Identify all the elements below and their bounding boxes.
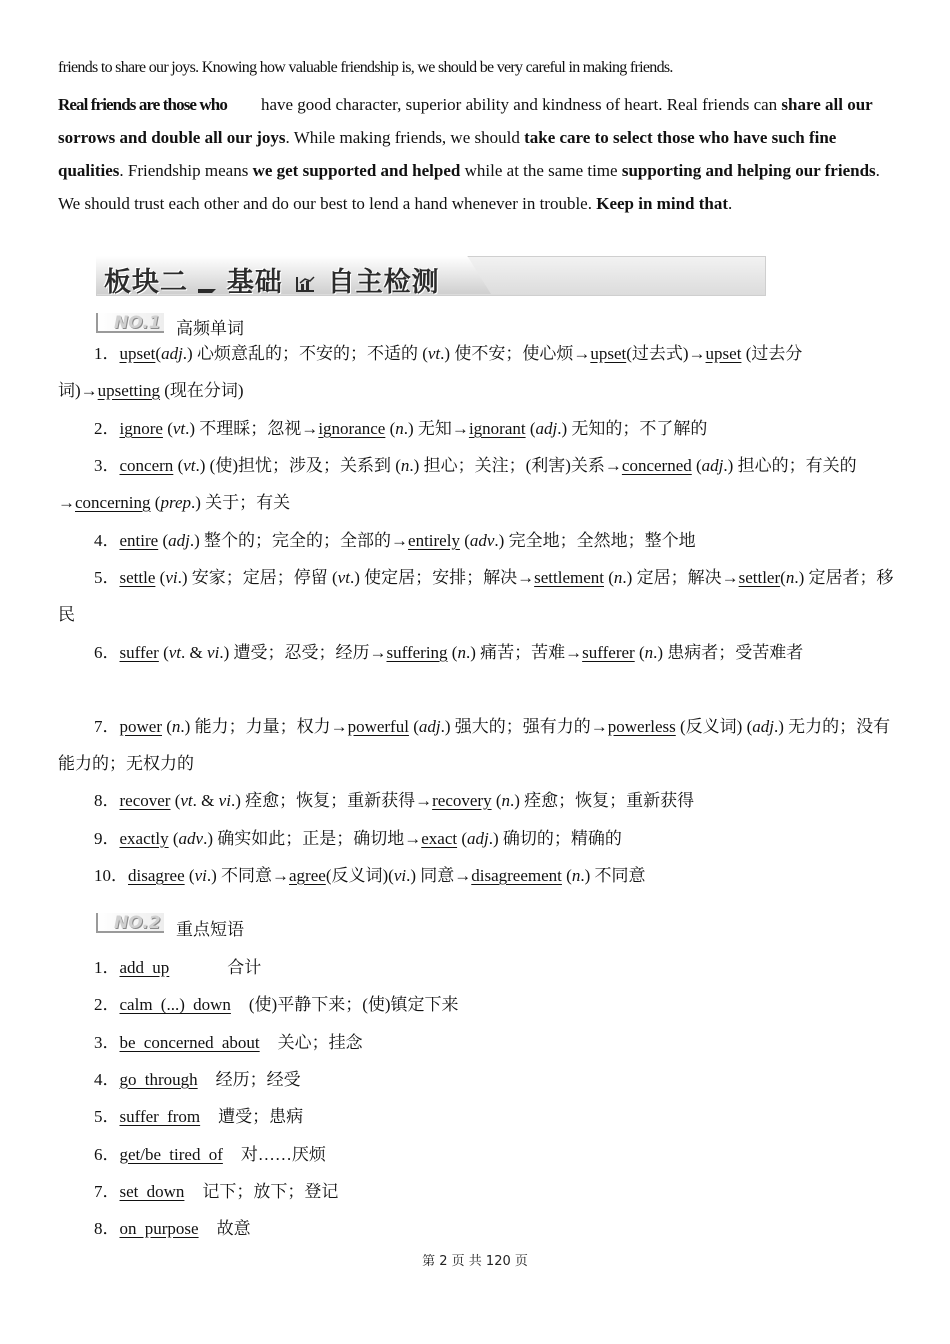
part-of-speech: adj — [535, 419, 558, 438]
vocab-answer: suffering — [386, 643, 448, 662]
part-of-speech: vi — [194, 866, 207, 885]
vocab-text: ( — [457, 829, 468, 848]
part-of-speech: adj — [161, 344, 183, 363]
vocab-text: (过去分词)→ — [58, 344, 803, 400]
page-footer: 第 2 页 共 120 页 — [422, 1254, 528, 1269]
no1-tag: NO.1 — [96, 313, 164, 333]
vocab-answer: upsetting — [97, 381, 161, 400]
vocab-item — [58, 708, 894, 782]
vocab-answer: settlement — [534, 568, 604, 587]
vocab-text: .) 无知的；不了解的 — [557, 419, 708, 438]
intro-text-a: have good character, superior ability and kindness of heart. Real friends can — [260, 95, 778, 114]
phrase-answer: be concerned about — [119, 1032, 260, 1052]
part-of-speech: vi — [207, 643, 220, 662]
vocab-text: .) 痊愈；恢复；重新获得 — [510, 791, 695, 810]
phrase-meaning: 关心；挂念 — [277, 1032, 363, 1052]
part-of-speech: vt — [337, 568, 350, 587]
phrase-item — [94, 1177, 338, 1202]
phrase-number: 2． — [94, 995, 120, 1015]
part-of-speech: prep — [160, 493, 191, 512]
phrase-answer: on purpose — [119, 1219, 199, 1239]
part-of-speech: adj — [701, 456, 724, 475]
vocab-text: .) 能力；力量；权力→ — [180, 717, 348, 736]
vocab-text: .) 痊愈；恢复；重新获得→ — [230, 791, 433, 810]
intro-text-i: . We should trust each other and do our best to lend a hand whenever in trouble. — [58, 161, 880, 213]
part-of-speech: n — [571, 866, 581, 885]
phrase-item — [94, 1140, 326, 1165]
phrase-item — [94, 953, 261, 978]
intro-bold-b: share all our sorrows and double all our joys — [58, 95, 873, 147]
intro-text-c: . While making friends, we should — [285, 128, 525, 147]
vocab-answer: sufferer — [582, 643, 635, 662]
vocab-text: .) 使定居；安排；解决→ — [349, 568, 535, 587]
vocab-text: ( — [162, 419, 173, 438]
vocab-text: ( — [173, 456, 184, 475]
phrase-meaning: 对……厌烦 — [240, 1144, 326, 1164]
vocab-text: .) 同意→ — [406, 866, 472, 885]
vocab-text: ( — [459, 531, 470, 550]
vocab-text: .) 遭受；忍受；经历→ — [219, 643, 387, 662]
vocab-text: .) 定居；解决→ — [622, 568, 739, 587]
vocab-text: .) 不同意 — [580, 866, 646, 885]
intro-bold-h: supporting and helping our friends — [621, 161, 876, 180]
part-of-speech: adj — [752, 717, 774, 736]
vocab-answer: disagree — [128, 866, 185, 885]
part-of-speech: adj — [467, 829, 489, 848]
phrase-item — [94, 1102, 303, 1127]
vocab-answer: exact — [421, 829, 458, 848]
vocab-text: ( — [150, 493, 161, 512]
intro-paragraph — [58, 88, 894, 220]
banner-part1: 板块二 — [104, 267, 188, 298]
vocab-item — [58, 634, 894, 671]
part-of-speech: vt — [183, 456, 196, 475]
vocab-text: ( — [634, 643, 645, 662]
vocab-answer: settle — [119, 568, 156, 587]
phrase-number: 8． — [94, 1219, 120, 1239]
vocab-item — [58, 522, 894, 559]
vocab-text: .) 无知→ — [403, 419, 469, 438]
vocab-answer: suffer — [119, 643, 159, 662]
vocab-number: 8． — [94, 791, 120, 810]
phrase-number: 5． — [94, 1107, 120, 1127]
vocab-text: ( — [158, 643, 169, 662]
vocab-answer: exactly — [119, 829, 169, 848]
vocab-text: .) 患病者；受苦难者 — [653, 643, 804, 662]
phrase-meaning: 记下；放下；登记 — [202, 1181, 339, 1201]
intro-bold-start: Real friends are those who — [58, 95, 227, 114]
vocab-number: 4． — [94, 531, 120, 550]
vocab-answer: agree — [289, 866, 326, 885]
vocab-answer: entire — [119, 531, 159, 550]
part-of-speech: vt — [180, 791, 193, 810]
vocab-text: ( — [691, 456, 702, 475]
phrase-number: 7． — [94, 1181, 120, 1201]
part-of-speech: adj — [418, 717, 441, 736]
vocab-text: .) 担心的；有关的→ — [58, 456, 857, 512]
vocab-answer: ignore — [119, 419, 163, 438]
part-of-speech: n — [644, 643, 654, 662]
vocab-number: 5． — [94, 568, 120, 587]
vocab-text: ( — [525, 419, 536, 438]
vocab-answer: concerned — [621, 456, 692, 475]
vocab-number: 1． — [94, 344, 120, 363]
chart-icon — [295, 275, 315, 293]
vocab-text: .) 无力的；没有能力的；无权力的 — [58, 717, 891, 773]
vocab-item — [58, 857, 894, 894]
vocab-answer: powerless — [607, 717, 676, 736]
part-of-speech: adv — [178, 829, 204, 848]
vocab-number: 3． — [94, 456, 120, 475]
vocab-text: (过去式)→ — [626, 344, 706, 363]
intro-bold-f: we get supported and helped — [252, 161, 461, 180]
phrase-meaning: 经历；经受 — [215, 1069, 301, 1089]
part-of-speech: vt — [427, 344, 441, 363]
vocab-answer: ignorance — [318, 419, 386, 438]
vocab-number: 7． — [94, 717, 120, 736]
vocab-answer: upset — [119, 344, 156, 363]
part-of-speech: n — [400, 456, 410, 475]
vocab-item — [58, 410, 894, 447]
vocab-text: ( — [408, 717, 419, 736]
no2-tag: NO.2 — [96, 913, 164, 933]
vocab-text: ( — [780, 568, 786, 587]
vocab-text: ( — [158, 531, 169, 550]
vocab-text: (现在分词) — [160, 381, 244, 400]
vocab-number: 10． — [94, 866, 128, 885]
vocab-text: .) 担心；关注；(利害)关系→ — [409, 456, 622, 475]
part-of-speech: n — [613, 568, 623, 587]
intro-text-g: while at the same time — [460, 161, 622, 180]
phrase-number: 1． — [94, 958, 120, 977]
vocab-text: ( — [161, 717, 172, 736]
vocab-item — [58, 335, 894, 409]
vocab-text: .) 整个的；完全的；全部的→ — [189, 531, 409, 550]
section-banner — [96, 256, 766, 296]
phrase-number: 6． — [94, 1144, 120, 1164]
vocab-answer: power — [119, 717, 162, 736]
vocab-text: ( — [168, 829, 179, 848]
vocab-number: 6． — [94, 643, 120, 662]
vocab-text: .) 不同意→ — [206, 866, 290, 885]
vocab-text: ( — [561, 866, 572, 885]
phrase-item — [94, 1214, 251, 1239]
part-of-speech: n — [501, 791, 510, 810]
phrase-number: 4． — [94, 1069, 120, 1089]
banner-title — [104, 260, 440, 299]
part-of-speech: vt — [168, 643, 182, 662]
part-of-speech: n — [171, 717, 181, 736]
vocab-answer: disagreement — [471, 866, 562, 885]
phrase-answer: get/be tired of — [119, 1144, 223, 1164]
part-of-speech: adv — [469, 531, 495, 550]
vocab-text: ( — [155, 344, 162, 363]
phrase-meaning: 故意 — [216, 1219, 251, 1239]
vocab-answer: settler — [738, 568, 781, 587]
vocab-answer: upset — [705, 344, 742, 363]
phrase-item — [94, 1028, 363, 1053]
banner-arrow-icon — [198, 275, 216, 293]
vocab-item — [58, 447, 894, 521]
vocab-text: .) 定居者；移民 — [58, 568, 894, 624]
intro-bold-d: take care to select those who have such fine qualities — [58, 128, 837, 180]
vocab-answer: recover — [119, 791, 171, 810]
vocab-number: 9． — [94, 829, 120, 848]
phrase-answer: set down — [119, 1181, 185, 1201]
vocab-text: (反义词) ( — [675, 717, 753, 736]
vocab-answer: entirely — [408, 531, 460, 550]
vocab-text: . & — [181, 643, 208, 662]
vocab-text: .) 心烦意乱的；不安的；不适的 ( — [182, 344, 428, 363]
phrase-answer: calm (...) down — [119, 995, 231, 1015]
vocab-item — [58, 782, 894, 819]
vocab-text: (反义词)( — [325, 866, 394, 885]
phrase-meaning: 遭受；患病 — [218, 1107, 304, 1127]
phrase-item — [94, 990, 459, 1015]
vocab-text: ( — [491, 791, 502, 810]
part-of-speech: vt — [172, 419, 186, 438]
phrase-item — [94, 1065, 301, 1090]
vocab-text: .) 完全地；全然地；整个地 — [494, 531, 696, 550]
part-of-speech: vi — [165, 568, 178, 587]
part-of-speech: vi — [218, 791, 231, 810]
vocab-text: .) 强大的；强有力的→ — [440, 717, 608, 736]
vocab-text: .) 痛苦；苦难→ — [465, 643, 583, 662]
vocab-text: ( — [447, 643, 458, 662]
phrase-meaning: (使)平静下来；(使)镇定下来 — [248, 995, 459, 1015]
vocab-text: .) 确切的；精确的 — [488, 829, 622, 848]
phrase-meaning: 合计 — [227, 958, 262, 977]
vocab-text: ( — [170, 791, 181, 810]
vocab-text: .) 关于；有关 — [190, 493, 291, 512]
vocab-text: ( — [184, 866, 195, 885]
vocab-text: .) (使)担忧；涉及；关系到 ( — [195, 456, 401, 475]
vocab-text: ( — [385, 419, 396, 438]
intro-text-k: . — [728, 194, 733, 213]
vocab-answer: concern — [119, 456, 174, 475]
vocab-item — [58, 820, 894, 857]
part-of-speech: n — [457, 643, 466, 662]
part-of-speech: n — [395, 419, 404, 438]
vocab-text: .) 使不安；使心烦→ — [440, 344, 591, 363]
banner-part3: 自主检测 — [327, 267, 440, 298]
intro-top-line: friends to share our joys. Knowing how valuable friendship is, we should be very careful in making friends. — [58, 59, 673, 76]
banner-part2: 基础 — [226, 267, 283, 298]
vocab-answer: concerning — [75, 493, 151, 512]
intro-text-e: . Friendship means — [119, 161, 253, 180]
phrase-answer: suffer from — [119, 1107, 201, 1127]
vocab-answer: powerful — [347, 717, 409, 736]
phrase-answer: go through — [119, 1069, 198, 1089]
vocab-text: ( — [155, 568, 166, 587]
part-of-speech: adj — [168, 531, 190, 550]
vocab-number: 2． — [94, 419, 120, 438]
part-of-speech: n — [785, 568, 795, 587]
section2-title: 重点短语 — [176, 920, 244, 940]
vocab-text: . & — [192, 791, 219, 810]
vocab-answer: recovery — [432, 791, 492, 810]
part-of-speech: vi — [393, 866, 407, 885]
vocab-answer: upset — [590, 344, 627, 363]
vocab-text: ( — [604, 568, 614, 587]
vocab-answer: ignorant — [468, 419, 526, 438]
section1-title: 高频单词 — [176, 319, 244, 339]
vocab-text: .) 安家；定居；停留 ( — [177, 568, 338, 587]
vocab-text: .) 确实如此；正是；确切地→ — [203, 829, 422, 848]
vocab-item — [58, 559, 894, 633]
intro-bold-j: Keep in mind that — [596, 194, 729, 213]
phrase-number: 3． — [94, 1032, 120, 1052]
vocab-text: .) 不理睬；忽视→ — [185, 419, 319, 438]
phrase-answer: add up — [119, 958, 170, 977]
